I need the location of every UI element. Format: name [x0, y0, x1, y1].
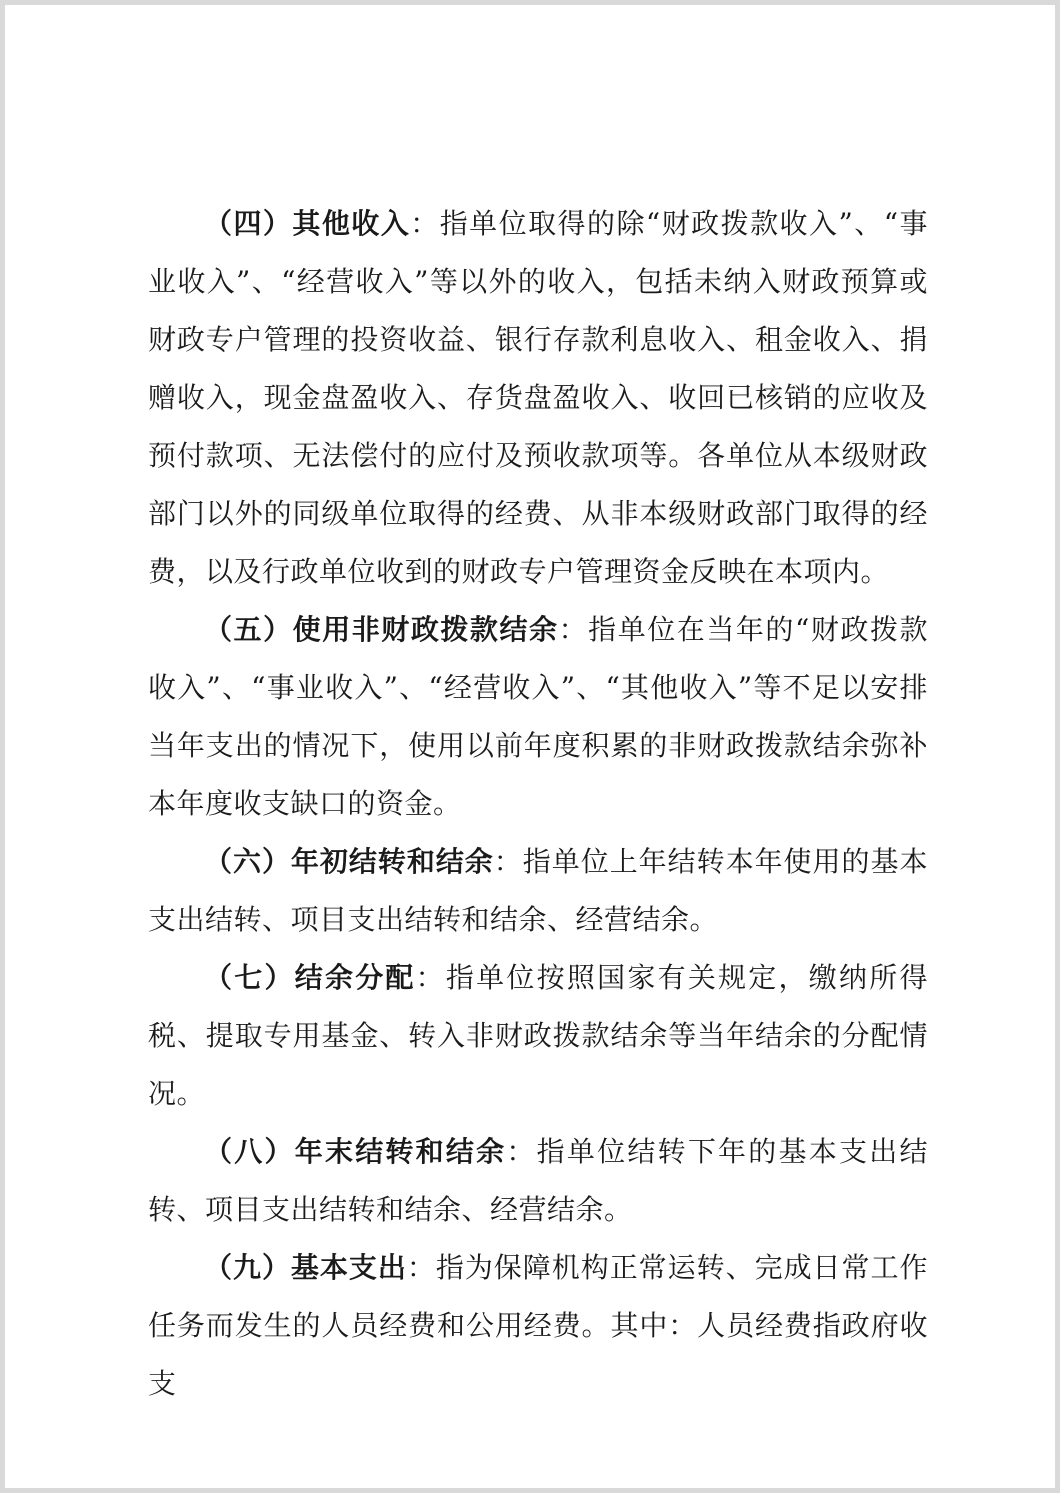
- term-definition: ：指单位按照国家有关规定，缴纳所得税、提取专用基金、转入非财政拨款结余等当年结余的分配情况。: [148, 961, 928, 1110]
- term-definition: ：指单位结转下年的基本支出结转、项目支出结转和结余、经营结余。: [148, 1135, 928, 1226]
- paragraph-non-fiscal-surplus-use: [148, 601, 928, 833]
- term-heading: （四）其他收入: [204, 207, 411, 240]
- paragraph-closing-carryover: [148, 1123, 928, 1239]
- paragraph-basic-expenditure: [148, 1239, 928, 1413]
- term-heading: （八）年末结转和结余: [204, 1135, 507, 1168]
- paragraph-surplus-distribution: [148, 949, 928, 1123]
- term-definition: ：指单位取得的除“财政拨款收入”、“事业收入”、“经营收入”等以外的收入，包括未纳入财政预算或财政专户管理的投资收益、银行存款利息收入、租金收入、捐赠收入，现金盘盈收入、存货盘盈收入、收回已核销的应收及预付款项、无法偿付的应付及预收款项等。各单位从本级财政部门以外的同级单位取得的经费、从非本级财政部门取得的经费，以及行政单位收到的财政专户管理资金反映在本项内。: [148, 207, 928, 588]
- term-definition: ：指为保障机构正常运转、完成日常工作任务而发生的人员经费和公用经费。其中：人员经费指政府收支: [148, 1251, 928, 1400]
- term-definition: ：指单位上年结转本年使用的基本支出结转、项目支出结转和结余、经营结余。: [148, 845, 928, 936]
- term-definition: ：指单位在当年的“财政拨款收入”、“事业收入”、“经营收入”、“其他收入”等不足以安排当年支出的情况下，使用以前年度积累的非财政拨款结余弥补本年度收支缺口的资金。: [148, 613, 928, 820]
- term-heading: （六）年初结转和结余: [204, 845, 494, 878]
- term-heading: （五）使用非财政拨款结余: [204, 613, 559, 646]
- document-body: [148, 195, 928, 1413]
- term-heading: （九）基本支出: [204, 1251, 407, 1284]
- paragraph-other-income: [148, 195, 928, 601]
- paragraph-opening-carryover: [148, 833, 928, 949]
- term-heading: （七）结余分配: [204, 961, 416, 994]
